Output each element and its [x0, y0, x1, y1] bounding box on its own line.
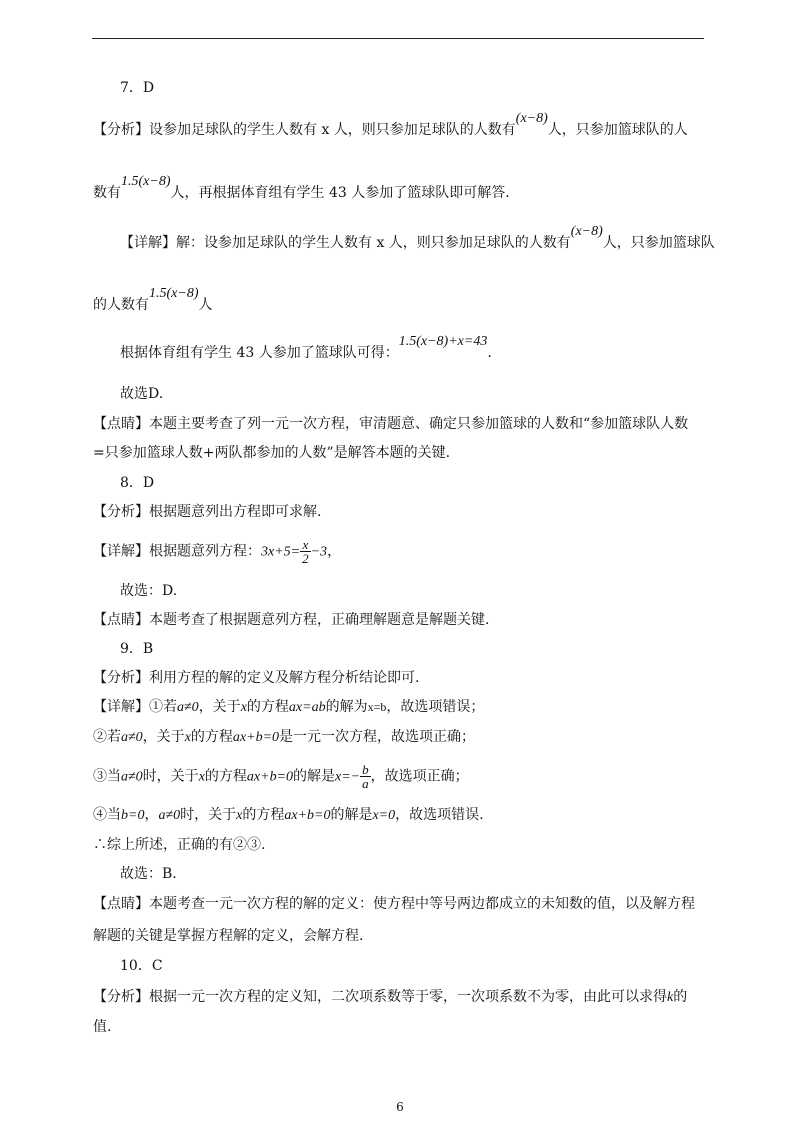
q9-choose: 故选：B.: [120, 866, 177, 882]
q8-detail: 【详解】根据题意列方程：3x+5= $\frac{x}{2}$ −3，: [93, 537, 342, 566]
q8-choose: 故选：D.: [120, 583, 178, 599]
q9-analysis: 【分析】利用方程的解的定义及解方程分析结论即可.: [93, 670, 420, 686]
q9-fraction: $\frac{b}{a}$: [362, 762, 369, 791]
q7-equation-line: 根据体育组有学生 43 人参加了篮球队可得：1.5(x−8)+x=43.: [120, 334, 492, 361]
q10-analysis-line1: 【分析】根据一元一次方程的定义知，二次项系数等于零，一次项系数不为零，由此可以求得k的: [93, 989, 688, 1005]
header-rule: [92, 38, 704, 39]
q7-detail-expr2: 1.5(x−8): [149, 286, 199, 301]
q7-comment-line1: 【点睛】本题主要考查了列一元一次方程，审清题意、确定只参加篮球的人数和“参加篮球队人数: [93, 416, 689, 432]
q7-equation: 1.5(x−8)+x=43: [398, 334, 488, 349]
q9-summary: ∴综上所述，正确的有②③.: [93, 837, 266, 853]
q8-fraction: $\frac{x}{2}$: [302, 537, 309, 566]
q7-expr2: 1.5(x−8): [121, 174, 171, 189]
q9-answer: 9．B: [120, 641, 154, 657]
q9-detail-line3: ③当a≠0时，关于x的方程ax+b=0的解是x=− $\frac{b}{a}$ ，故选项正确；: [93, 762, 469, 791]
q7-choose: 故选D.: [120, 386, 164, 402]
q8-eq-right: −3: [310, 544, 328, 560]
q7-detail-expr1: (x−8): [570, 224, 603, 239]
q7-comment-line2: =只参加篮球人数+两队都参加的人数”是解答本题的关键.: [93, 445, 451, 461]
q7-detail-line1: 【详解】解：设参加足球队的学生人数有 x 人，则只参加足球队的人数有(x−8)人，只参加篮球队: [120, 224, 715, 251]
q8-comment: 【点睛】本题考查了根据题意列方程，正确理解题意是解题关键.: [93, 612, 490, 628]
q7-expr1: (x−8): [515, 111, 548, 126]
q10-analysis-line2: 值.: [93, 1019, 112, 1035]
q9-comment-line2: 解题的关键是掌握方程解的定义，会解方程.: [93, 928, 364, 944]
q8-eq-left: 3x+5=: [261, 544, 301, 560]
q8-answer: 8．D: [120, 475, 155, 491]
page-number: 6: [396, 1100, 404, 1114]
q10-answer: 10．C: [120, 958, 163, 974]
q7-detail-line2: 的人数有1.5(x−8)人: [93, 286, 213, 313]
q9-detail-line4: ④当b=0，a≠0时，关于x的方程ax+b=0的解是x=0，故选项错误.: [93, 807, 484, 823]
q9-comment-line1: 【点睛】本题考查一元一次方程的解的定义：使方程中等号两边都成立的未知数的值，以及解方程: [93, 896, 695, 912]
q9-detail-line1: 【详解】①若a≠0，关于x的方程ax=ab的解为x=b，故选项错误；: [93, 699, 485, 715]
q8-analysis: 【分析】根据题意列出方程即可求解.: [93, 504, 322, 520]
q7-analysis-line2: 数有1.5(x−8)人，再根据体育组有学生 43 人参加了篮球队即可解答.: [93, 174, 510, 201]
q7-analysis-line1: 【分析】设参加足球队的学生人数有 x 人，则只参加足球队的人数有(x−8)人，只参加篮球队的人: [93, 111, 688, 138]
q9-detail-line2: ②若a≠0，关于x的方程ax+b=0是一元一次方程，故选项正确；: [93, 729, 476, 745]
q7-answer: 7．D: [120, 80, 155, 96]
